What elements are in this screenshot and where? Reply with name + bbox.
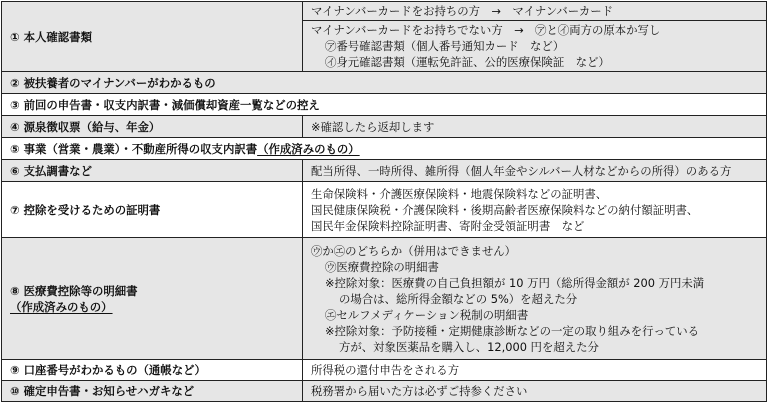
row-label: ② 被扶養者のマイナンバーがわかるもの (2, 72, 767, 94)
detail-line: ㋓セルフメディケーション税制の明細書 (325, 307, 529, 322)
detail-line: 方が、対象医薬品を購入し、12,000 円を超えた分 (339, 339, 599, 354)
table-row (2, 116, 767, 138)
table-row (2, 2, 767, 21)
row-label: ⑨ 口座番号がわかるもの（通帳など） (2, 360, 303, 381)
row-label-text: ⑤ 事業（営業・農業）・不動産所得の収支内訳書 (10, 141, 258, 156)
detail-line: ㋒か㋓のどちらか（併用はできません） (311, 243, 517, 258)
documents-table (1, 1, 767, 402)
detail-line: ※控除対象：医療費の自己負担額が 10 万円（総所得金額が 200 万円未満 (325, 275, 705, 290)
detail-line: マイナンバーカードをお持ちでない方 → ㋐と㋑両方の原本か写し (311, 23, 661, 37)
table-row (2, 238, 767, 360)
row-detail (303, 182, 767, 238)
table-row (2, 160, 767, 182)
table-row (2, 138, 767, 160)
table-row (2, 182, 767, 238)
detail-line: 国民健康保険税・介護保険料・後期高齢者医療保険料などの納付額証明書、 (311, 202, 699, 217)
row-detail: 所得税の還付申告をされる方 (303, 360, 767, 381)
row-detail: ※確認したら返却します (303, 116, 767, 138)
row-label: ⑥ 支払調書など (2, 160, 303, 182)
row-detail: マイナンバーカードをお持ちの方 → マイナンバーカード (303, 2, 767, 21)
table-row (2, 360, 767, 381)
table-row (2, 94, 767, 116)
row-label: ① 本人確認書類 (2, 2, 303, 72)
detail-line: ㋑身元確認書類（運転免許証、公的医療保険証 など） (325, 55, 610, 69)
row-detail: 配当所得、一時所得、雑所得（個人年金やシルバー人材などからの所得）のある方 (303, 160, 767, 182)
row-label-note: （作成済みのもの） (257, 141, 360, 156)
detail-line: ㋒医療費控除の明細書 (325, 259, 439, 274)
row-detail (303, 21, 767, 72)
row-label: ③ 前回の申告書・収支内訳書・減価償却資産一覧などの控え (2, 94, 767, 116)
table-row (2, 381, 767, 402)
detail-line: の場合は、総所得金額などの 5%）を超えた分 (339, 291, 578, 306)
detail-line: 生命保険料・介護医療保険料・地震保険料などの証明書、 (311, 186, 608, 201)
table-row (2, 72, 767, 94)
row-detail (303, 238, 767, 360)
detail-line: ㋐番号確認書類（個人番号通知カード など） (325, 39, 565, 53)
row-label: ⑦ 控除を受けるための証明書 (2, 182, 303, 238)
row-label-note: （作成済みのもの） (10, 299, 113, 314)
row-label: ④ 源泉徴収票（給与、年金） (2, 116, 303, 138)
detail-line: 国民年金保険料控除証明書、寄附金受領証明書 など (311, 218, 585, 233)
row-label (2, 238, 303, 360)
row-label (2, 138, 767, 160)
row-label: ⑩ 確定申告書・お知らせハガキなど (2, 381, 303, 402)
detail-line: ※控除対象：予防接種・定期健康診断などの一定の取り組みを行っている (325, 323, 700, 338)
row-detail: 税務署から届いた方は必ずご持参ください (303, 381, 767, 402)
row-label-text: ⑧ 医療費控除等の明細書 (10, 283, 138, 298)
